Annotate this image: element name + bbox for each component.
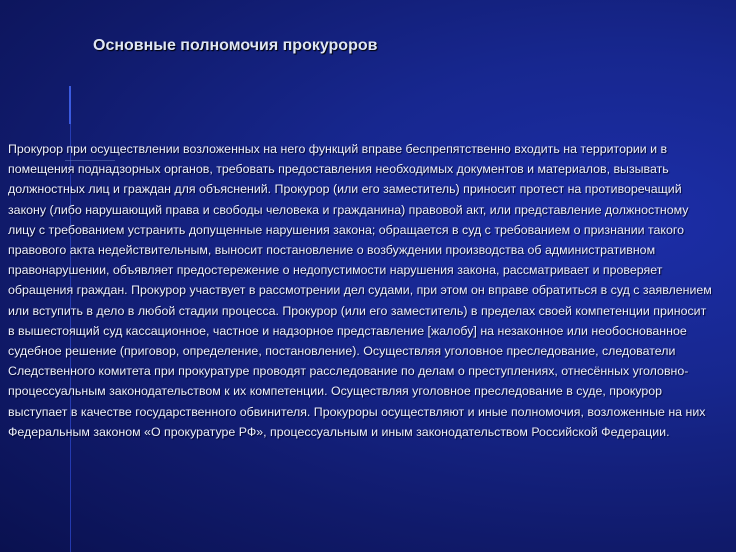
slide-body-text: Прокурор при осуществлении возложенных на него функций вправе беспрепятственно входить на территории и в помещения поднадзорных органов, требовать предоставления необходимых документов и материалов, вызывать должностных лиц и граждан для объяснений. Прокурор (или его заместитель) приносит протест на противоречащий закону (либо нарушающий права и свободы человека и гражданина) правовой акт, или представление должностному лицу с требованием устранить допущенные нарушения закона; обращается в суд с требованием о признании такого правового акта недействительным, выносит постановление о возбуждении производства об административном правонарушении, объявляет предостережение о недопустимости нарушения закона, рассматривает и проверяет обращения граждан. Прокурор участвует в рассмотрении дел судами, при этом он вправе обратиться в суд с заявлением или вступить в дело в любой стадии процесса. Прокурор (или его заместитель) в пределах своей компетенции приносит в вышестоящий суд кассационное, частное и надзорное представление [жалобу] на незаконное или необоснованное судебное решение (приговор, определение, постановление). Осуществляя уголовное преследование, следователи Следственного комитета при прокуратуре проводят расследование по делам о преступлениях, отнесённых уголовно-процессуальным законодательством к их компетенции. Осуществляя уголовное преследование в суде, прокурор выступает в качестве государственного обвинителя. Прокуроры осуществляют и иные полномочия, возложенные на них Федеральным законом «О прокуратуре РФ», процессуальным и иным законодательством Российской Федерации. — [8, 142, 712, 439]
decorative-accent-bar — [69, 86, 71, 124]
slide-title: Основные полномочия прокуроров — [93, 37, 378, 54]
